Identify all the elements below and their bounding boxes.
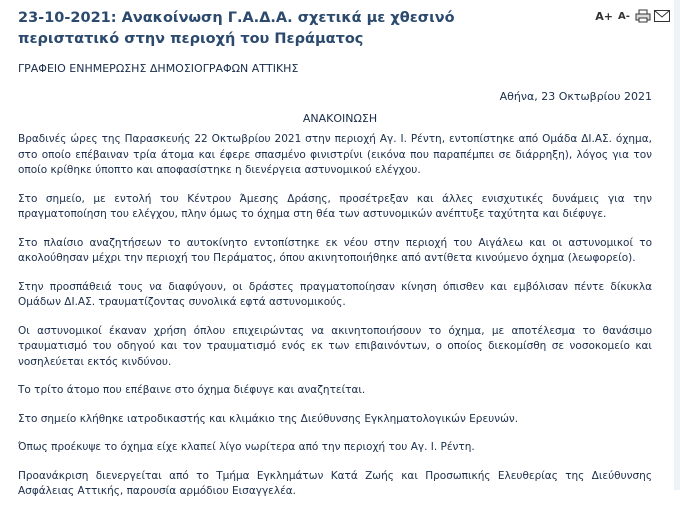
article-paragraph: Στην προσπάθειά τους να διαφύγουν, οι δράστες πραγματοποίησαν κίνηση όπισθεν και εμβόλισαν πέντε δίκυκλα Ομάδων ΔΙ.ΑΣ. τραυματίζοντας συνολικά εφτά αστυνομικούς. bbox=[18, 280, 652, 308]
announcement-heading: ΑΝΑΚΟΙΝΩΣΗ bbox=[302, 112, 378, 125]
decrease-font-button[interactable] bbox=[616, 8, 632, 24]
article-paragraph: Οι αστυνομικοί έκαναν χρήση όπλου επιχειρώντας να ακινητοποιήσουν το όχημα, με αποτέλεσμα το θανάσιμο τραυματισμό του οδηγού και τον τραυματισμό ενός εκ των επιβαινόντων, ο οποίος διεκομίσθη σε νοσοκομείο και νοσηλεύεται εκτός κινδύνου. bbox=[18, 324, 652, 368]
email-icon bbox=[654, 10, 670, 22]
article-date: Αθήνα, 23 Οκτωβρίου 2021 bbox=[499, 90, 652, 103]
article-title: 23-10-2021: Ανακοίνωση Γ.Α.Δ.Α. σχετικά με χθεσινό περιστατικό στην περιοχή του Περάματος bbox=[18, 10, 455, 47]
email-button[interactable] bbox=[654, 8, 670, 24]
scrollbar-track[interactable] bbox=[674, 0, 680, 490]
print-icon bbox=[635, 9, 651, 23]
article-body bbox=[18, 132, 652, 513]
press-office-name: ΓΡΑΦΕΙΟ ΕΝΗΜΕΡΩΣΗΣ ΔΗΜΟΣΙΟΓΡΑΦΩΝ ΑΤΤΙΚΗΣ bbox=[18, 62, 299, 75]
article-paragraph: Στο πλαίσιο αναζητήσεων το αυτοκίνητο εντοπίστηκε εκ νέου στην περιοχή του Αιγάλεω και οι αστυνομικοί το ακολούθησαν μέχρι την περιοχή του Περάματος, όπου ακινητοποιήθηκε από αντίθετα κινούμενο όχημα (λεωφορείο). bbox=[18, 236, 652, 264]
article-paragraph: Το τρίτο άτομο που επέβαινε στο όχημα διέφυγε και αναζητείται. bbox=[18, 384, 366, 396]
print-button[interactable] bbox=[635, 8, 651, 24]
article-paragraph: Στο σημείο, με εντολή του Κέντρου Άμεσης Δράσης, προσέτρεξαν και άλλες ενισχυτικές δυνάμεις για την πραγματοποίηση του ελέγχου, πλην όμως το όχημα στη θέα των αστυνομικών ανέπτυξε ταχύτητα και διέφυγε. bbox=[18, 192, 652, 220]
article-paragraph: Στο σημείο κλήθηκε ιατροδικαστής και κλιμάκιο της Διεύθυνσης Εγκληματολογικών Ερευνών. bbox=[18, 412, 519, 425]
decrease-font-icon: A- bbox=[618, 10, 630, 22]
article-paragraph: Όπως προέκυψε το όχημα είχε κλαπεί λίγο νωρίτερα από την περιοχή του Αγ. Ι. Ρέντη. bbox=[18, 441, 475, 453]
article-paragraph: Βραδινές ώρες της Παρασκευής 22 Οκτωβρίου 2021 στην περιοχή Αγ. Ι. Ρέντη, εντοπίστηκε από Ομάδα ΔΙ.ΑΣ. όχημα, στο οποίο επέβαιναν τρία άτομα και έφερε σπασμένο φινιστρίνι (εικόνα που παραπέμπει σε διάρρηξη), λόγος για τον οποίο κρίθηκε ύποπτο και αποφασίστηκε η διενέργεια αστυνομικού ελέγχου. bbox=[18, 133, 652, 176]
article-tools bbox=[595, 8, 670, 24]
increase-font-button[interactable] bbox=[595, 8, 613, 24]
increase-font-icon: A+ bbox=[595, 9, 613, 23]
article-paragraph: Προανάκριση διενεργείται από το Τμήμα Εγκλημάτων Κατά Ζωής και Προσωπικής Ελευθερίας της Διεύθυνσης Ασφάλειας Αττικής, παρουσία αρμόδιου Εισαγγελέα. bbox=[18, 469, 652, 497]
